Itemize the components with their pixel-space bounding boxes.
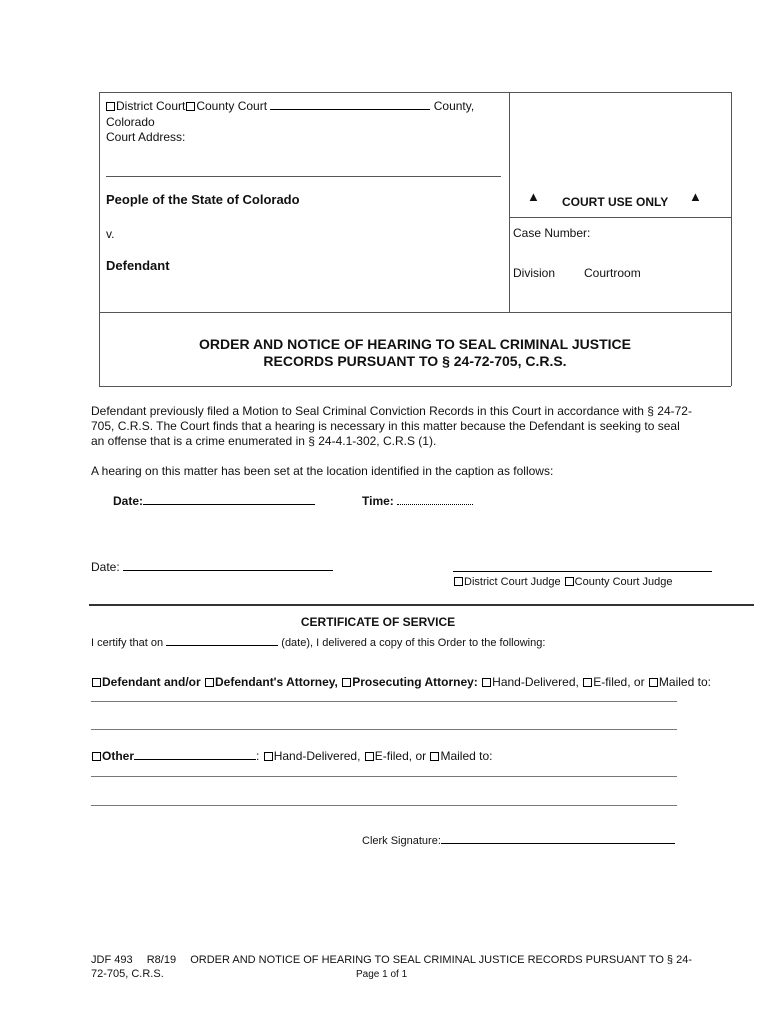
certify-row: [91, 637, 545, 649]
recipient-defendant-label: Defendant and/or: [102, 675, 201, 689]
other-method-mailed-label: Mailed to:: [440, 749, 493, 763]
recipient-prosecutor-label: Prosecuting Attorney:: [352, 675, 478, 689]
form-id: JDF 493: [91, 954, 133, 966]
order-date-field[interactable]: [123, 570, 333, 571]
up-arrow-icon: ▲: [689, 189, 702, 204]
other-method-efiled-label: E-filed, or: [374, 749, 427, 763]
district-judge-label: District Court Judge: [464, 576, 561, 588]
county-court-checkbox[interactable]: [186, 102, 195, 111]
other-colon: :: [256, 749, 260, 763]
efiled-checkbox[interactable]: [583, 678, 592, 687]
up-arrow-icon: ▲: [527, 189, 540, 204]
other-row: [91, 749, 493, 763]
defendant-label: Defendant: [106, 258, 170, 273]
county-name-field[interactable]: [270, 109, 430, 110]
hearing-paragraph: A hearing on this matter has been set at the location identified in the caption as follows:: [91, 464, 554, 478]
finding-paragraph-line2: 705, C.R.S. The Court finds that a hearing is necessary in this matter because the Defendant is seeking to seal: [91, 419, 680, 433]
order-date-row: [91, 560, 333, 574]
other-mailed-checkbox[interactable]: [430, 752, 439, 761]
hearing-date-field[interactable]: [143, 504, 315, 505]
county-suffix: County,: [433, 99, 475, 113]
other-checkbox[interactable]: [92, 752, 101, 761]
division-label: Division: [513, 266, 556, 280]
certificate-heading: CERTIFICATE OF SERVICE: [300, 615, 456, 629]
form-revision: R8/19: [146, 954, 177, 966]
recipients-row: [91, 675, 711, 689]
section-divider: [89, 604, 754, 606]
page-number: Page 1 of 1: [356, 969, 408, 980]
document-title-line2: RECORDS PURSUANT TO § 24-72-705, C.R.S.: [263, 353, 567, 369]
district-court-checkbox[interactable]: [106, 102, 115, 111]
address-line[interactable]: [91, 729, 677, 730]
district-court-label: District Court: [116, 99, 186, 113]
finding-paragraph-line3: an offense that is a crime enumerated in § 24-4.1-302, C.R.S (1).: [91, 434, 437, 448]
versus-label: v.: [106, 227, 115, 241]
clerk-signature-field[interactable]: [441, 843, 675, 844]
case-number-label: Case Number:: [513, 226, 591, 240]
mailed-checkbox[interactable]: [649, 678, 658, 687]
hearing-date-label: Date:: [113, 494, 144, 508]
defense-attorney-checkbox[interactable]: [205, 678, 214, 687]
other-hand-delivered-checkbox[interactable]: [264, 752, 273, 761]
address-line[interactable]: [91, 805, 677, 806]
footer-title-line1: ORDER AND NOTICE OF HEARING TO SEAL CRIMINAL JUSTICE RECORDS PURSUANT TO § 24-: [190, 954, 693, 966]
service-date-field[interactable]: [166, 645, 278, 646]
other-name-field[interactable]: [134, 759, 256, 760]
judge-signature-line[interactable]: [453, 571, 712, 572]
address-line[interactable]: [91, 776, 677, 777]
document-title-line1: ORDER AND NOTICE OF HEARING TO SEAL CRIMINAL JUSTICE: [199, 336, 631, 352]
state-label: Colorado: [106, 115, 155, 129]
footer-title-line2: 72-705, C.R.S.: [91, 968, 164, 980]
method-hand-label: Hand-Delivered,: [492, 675, 579, 689]
other-label: Other: [102, 749, 135, 763]
courtroom-label: Courtroom: [584, 266, 641, 280]
judge-type-row: [453, 576, 673, 588]
district-judge-checkbox[interactable]: [454, 577, 463, 586]
method-mailed-label: Mailed to:: [658, 675, 711, 689]
other-efiled-checkbox[interactable]: [365, 752, 374, 761]
hand-delivered-checkbox[interactable]: [482, 678, 491, 687]
footer-line1: [91, 954, 692, 966]
prosecutor-checkbox[interactable]: [342, 678, 351, 687]
county-court-label: County Court: [196, 99, 268, 113]
hearing-date-row: [113, 494, 315, 508]
court-type-line: [105, 99, 474, 113]
court-address-label: Court Address:: [106, 130, 186, 144]
county-judge-checkbox[interactable]: [565, 577, 574, 586]
recipient-attorney-label: Defendant's Attorney,: [215, 675, 338, 689]
order-date-label: Date:: [91, 560, 120, 574]
finding-paragraph-line1: Defendant previously filed a Motion to Seal Criminal Conviction Records in this Court in accordance with § 24-72-: [91, 404, 692, 418]
hearing-time-label: Time:: [362, 494, 394, 508]
other-method-hand-label: Hand-Delivered,: [273, 749, 361, 763]
method-efiled-label: E-filed, or: [593, 675, 645, 689]
clerk-signature-label: Clerk Signature:: [362, 835, 441, 847]
court-use-only-label: COURT USE ONLY: [562, 195, 669, 209]
hearing-time-field[interactable]: [397, 504, 473, 505]
certify-prefix: I certify that on: [91, 637, 164, 649]
county-judge-label: County Court Judge: [574, 576, 673, 588]
certify-suffix: (date), I delivered a copy of this Order to the following:: [281, 637, 546, 649]
clerk-signature-row: [362, 835, 675, 847]
plaintiff-name: People of the State of Colorado: [106, 192, 300, 207]
address-line[interactable]: [91, 701, 677, 702]
defendant-checkbox[interactable]: [92, 678, 101, 687]
hearing-time-row: [362, 494, 473, 508]
